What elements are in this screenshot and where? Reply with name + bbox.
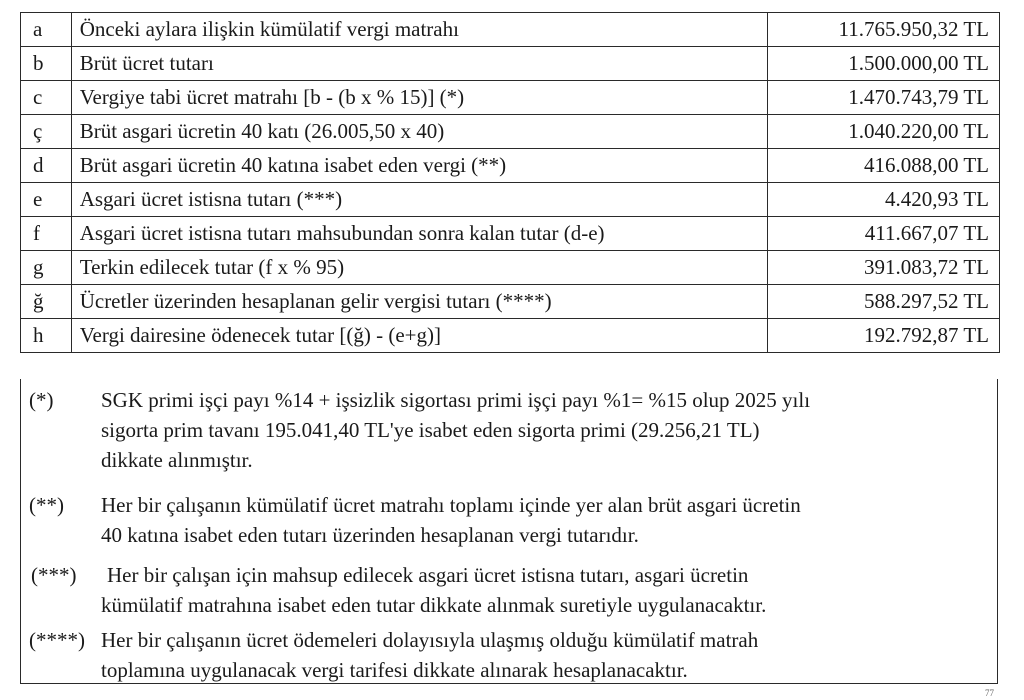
row-amount: 391.083,72 TL xyxy=(768,251,1000,285)
table-row xyxy=(21,251,1000,285)
footnote-line: Her bir çalışanın ücret ödemeleri dolayısıyla ulaşmış olduğu kümülatif matrah xyxy=(101,628,759,652)
row-amount: 1.040.220,00 TL xyxy=(768,115,1000,149)
footnote-line: SGK primi işçi payı %14 + işsizlik sigortası primi işçi payı %1= %15 olup 2025 yılı xyxy=(101,388,811,412)
row-description: Brüt asgari ücretin 40 katına isabet eden vergi (**) xyxy=(71,149,767,183)
row-description: Brüt ücret tutarı xyxy=(71,47,767,81)
row-code: a xyxy=(21,13,72,47)
table-row xyxy=(21,47,1000,81)
footnote-2 xyxy=(21,490,981,550)
row-code: ğ xyxy=(21,285,72,319)
row-description: Brüt asgari ücretin 40 katı (26.005,50 x 40) xyxy=(71,115,767,149)
row-description: Vergiye tabi ücret matrahı [b - (b x % 15)] (*) xyxy=(71,81,767,115)
row-amount: 416.088,00 TL xyxy=(768,149,1000,183)
row-description: Asgari ücret istisna tutarı (***) xyxy=(71,183,767,217)
row-description: Önceki aylara ilişkin kümülatif vergi matrahı xyxy=(71,13,767,47)
row-code: e xyxy=(21,183,72,217)
footnote-text xyxy=(21,490,981,550)
table-row xyxy=(21,217,1000,251)
footnote-marker: (***) xyxy=(31,563,77,587)
footnote-line: Her bir çalışan için mahsup edilecek asgari ücret istisna tutarı, asgari ücretin xyxy=(107,563,749,587)
footnote-4 xyxy=(21,625,981,685)
table-row xyxy=(21,149,1000,183)
footnote-line: sigorta prim tavanı 195.041,40 TL'ye isabet eden sigorta primi (29.256,21 TL) xyxy=(101,418,760,442)
row-amount: 4.420,93 TL xyxy=(768,183,1000,217)
footnote-text xyxy=(21,625,981,685)
row-amount: 411.667,07 TL xyxy=(768,217,1000,251)
row-code: h xyxy=(21,319,72,353)
footnote-marker: (**) xyxy=(29,493,64,517)
row-amount: 11.765.950,32 TL xyxy=(768,13,1000,47)
table-row xyxy=(21,183,1000,217)
footnote-marker: (****) xyxy=(29,628,85,652)
footnote-line: toplamına uygulanacak vergi tarifesi dikkate alınarak hesaplanacaktır. xyxy=(101,658,688,682)
row-code: f xyxy=(21,217,72,251)
table-row xyxy=(21,13,1000,47)
footnote-text xyxy=(21,560,981,620)
tax-calculation-table xyxy=(20,12,1000,353)
footnote-line: kümülatif matrahına isabet eden tutar dikkate alınmak suretiyle uygulanacaktır. xyxy=(101,593,767,617)
footnote-3 xyxy=(21,560,981,620)
row-code: ç xyxy=(21,115,72,149)
row-code: b xyxy=(21,47,72,81)
row-code: g xyxy=(21,251,72,285)
row-amount: 588.297,52 TL xyxy=(768,285,1000,319)
table-row xyxy=(21,319,1000,353)
row-amount: 1.500.000,00 TL xyxy=(768,47,1000,81)
row-description: Ücretler üzerinden hesaplanan gelir vergisi tutarı (****) xyxy=(71,285,767,319)
footnote-text xyxy=(21,385,981,475)
row-amount: 192.792,87 TL xyxy=(768,319,1000,353)
table-row xyxy=(21,81,1000,115)
footnote-1 xyxy=(21,385,981,475)
row-amount: 1.470.743,79 TL xyxy=(768,81,1000,115)
table-row xyxy=(21,285,1000,319)
row-description: Asgari ücret istisna tutarı mahsubundan sonra kalan tutar (d-e) xyxy=(71,217,767,251)
row-description: Vergi dairesine ödenecek tutar [(ğ) - (e+g)] xyxy=(71,319,767,353)
row-code: d xyxy=(21,149,72,183)
footnote-line: 40 katına isabet eden tutarı üzerinden hesaplanan vergi tutarıdır. xyxy=(101,523,639,547)
table-row xyxy=(21,115,1000,149)
page-marker: 77 xyxy=(985,688,994,698)
footnote-line: Her bir çalışanın kümülatif ücret matrahı toplamı içinde yer alan brüt asgari ücretin xyxy=(101,493,801,517)
row-description: Terkin edilecek tutar (f x % 95) xyxy=(71,251,767,285)
footnote-line: dikkate alınmıştır. xyxy=(101,448,253,472)
footnotes-box xyxy=(20,379,998,684)
footnote-marker: (*) xyxy=(29,388,54,412)
row-code: c xyxy=(21,81,72,115)
